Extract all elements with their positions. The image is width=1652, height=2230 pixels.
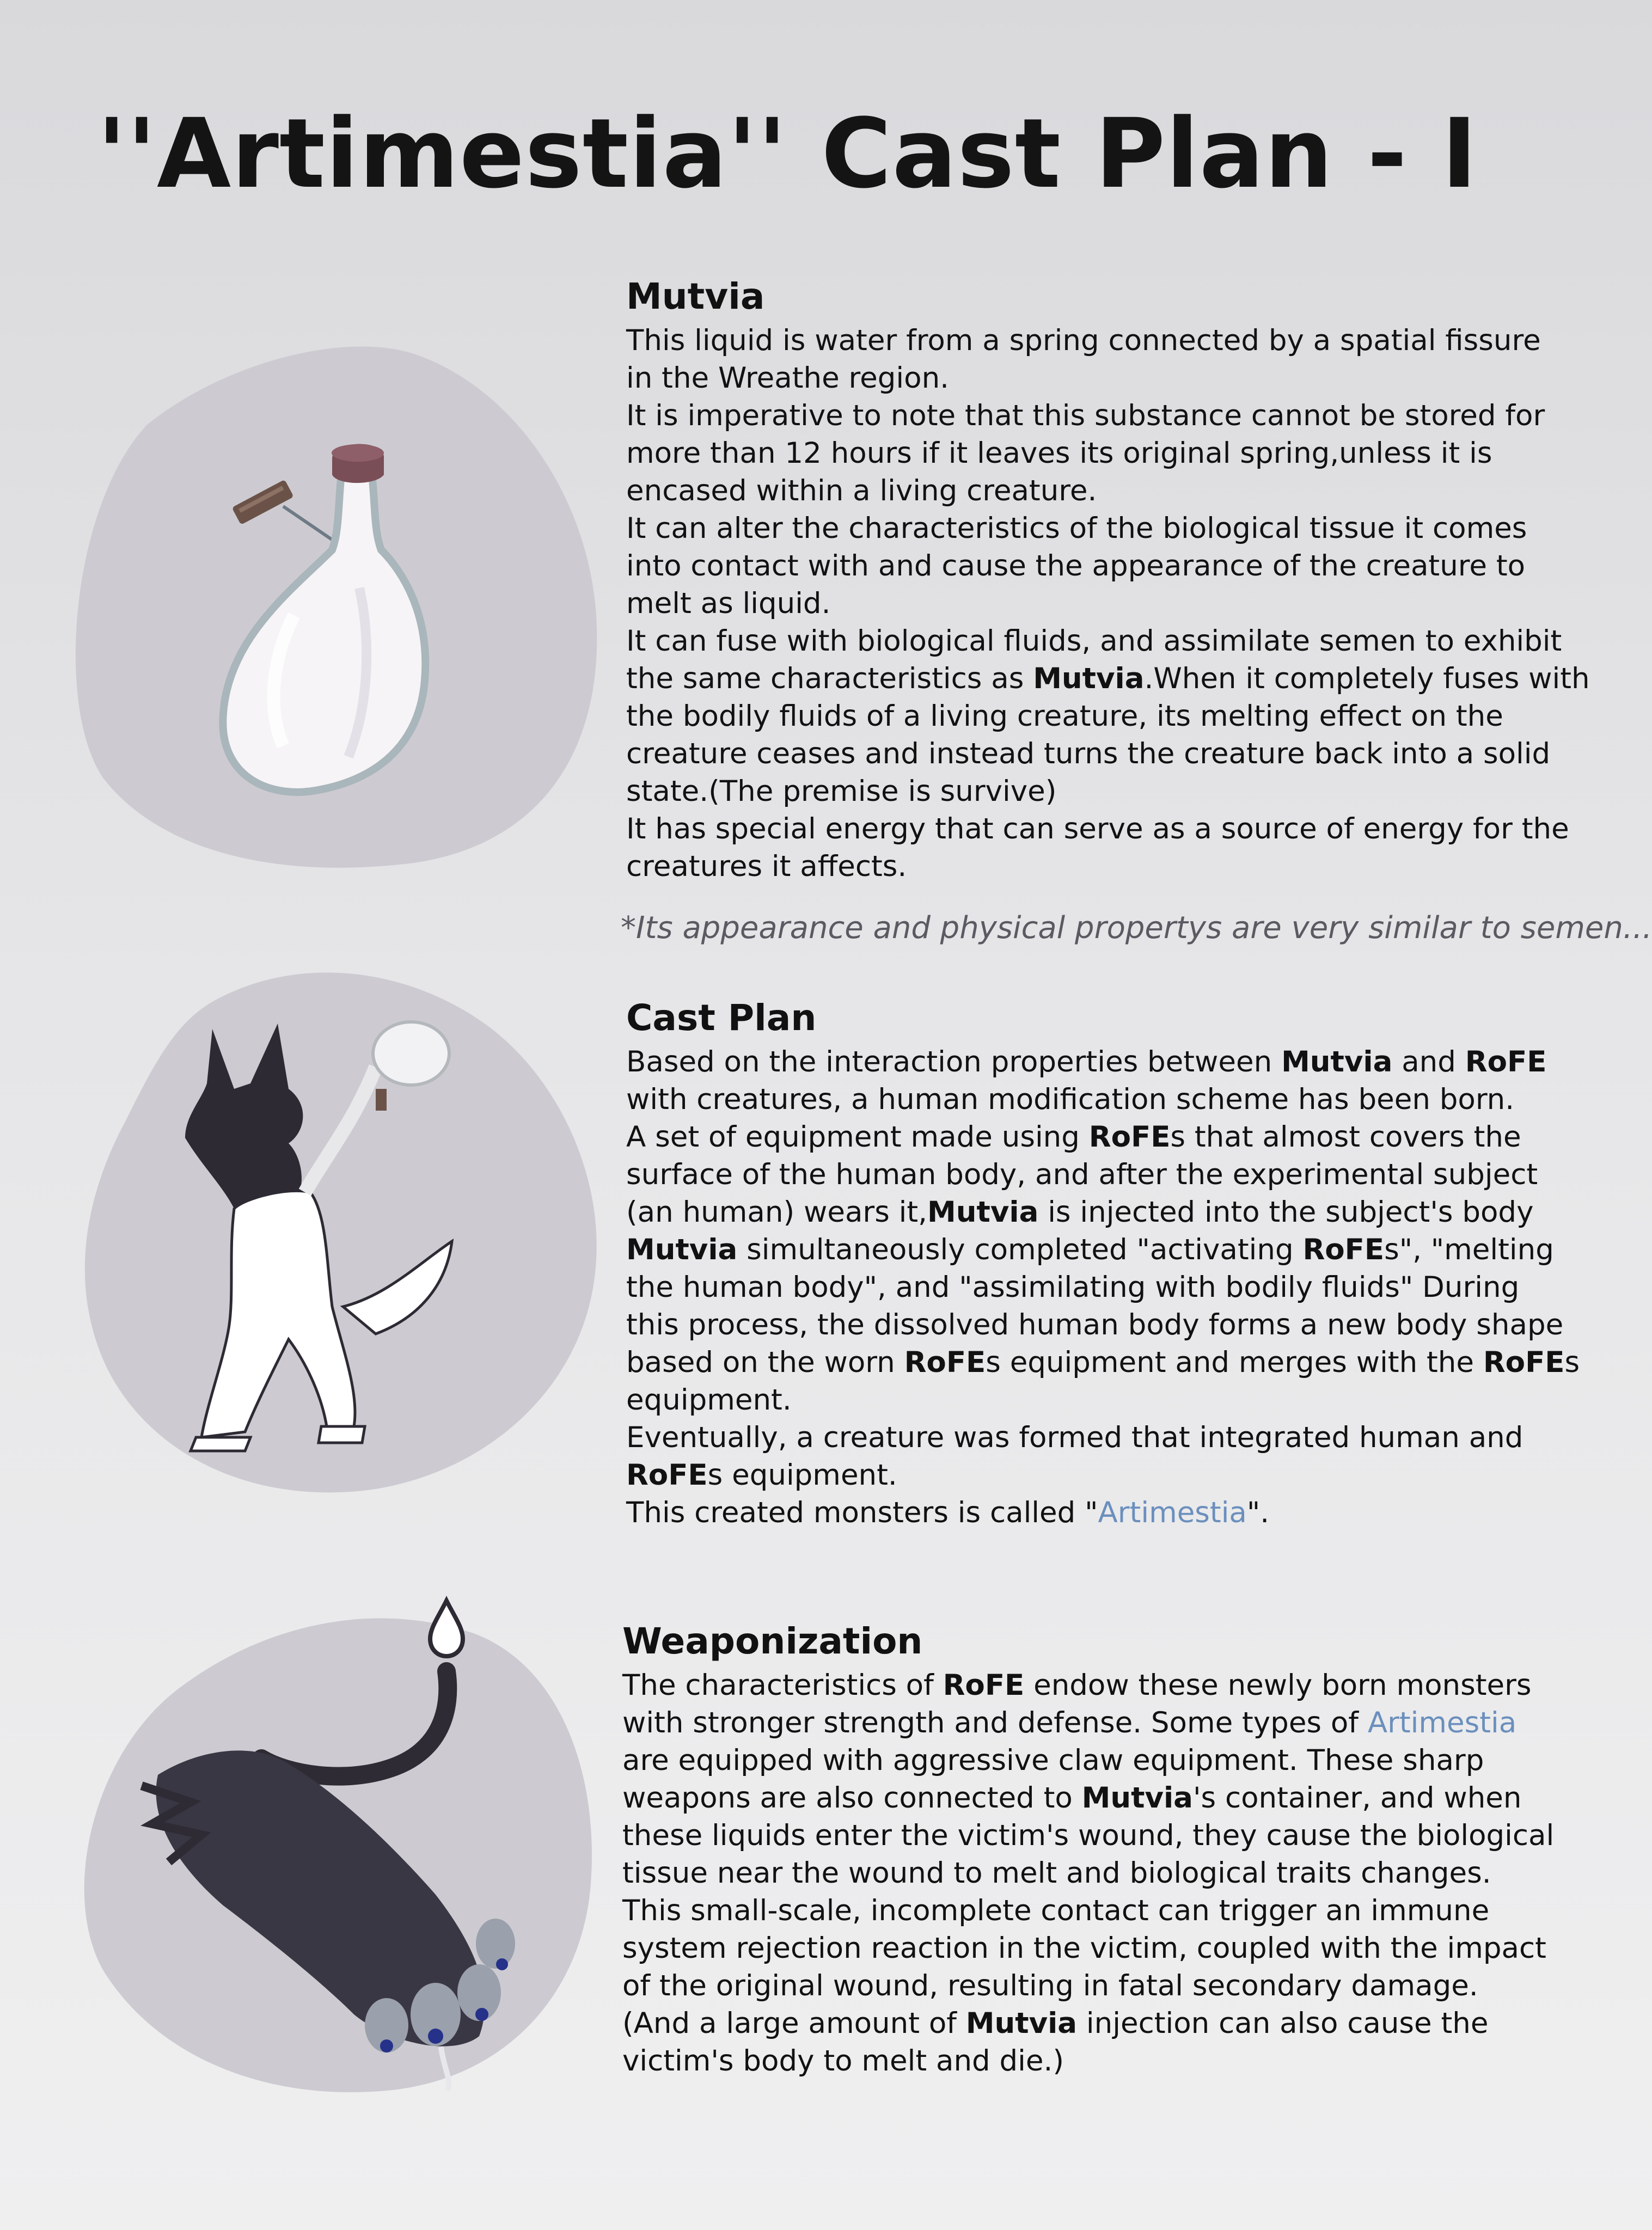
text-line: the human body", and "assimilating with bodily fluids" During bbox=[626, 1271, 1520, 1304]
bold-term: RoFE bbox=[1088, 1120, 1171, 1154]
text-line: RoFEs equipment. bbox=[626, 1459, 897, 1492]
text-line: Eventually, a creature was formed that integrated human and bbox=[626, 1421, 1523, 1454]
bold-term: RoFE bbox=[1302, 1233, 1385, 1266]
section-heading: Mutvia bbox=[626, 275, 765, 317]
text-line: state.(The premise is survive) bbox=[626, 775, 1057, 808]
text-line: This created monsters is called "Artimestia". bbox=[626, 1496, 1270, 1529]
highlight-term: Artimestia bbox=[1098, 1496, 1247, 1529]
text-line: creatures it affects. bbox=[626, 850, 907, 883]
text-line: this process, the dissolved human body forms a new body shape bbox=[626, 1308, 1564, 1341]
text-line: The characteristics of RoFE endow these newly born monsters bbox=[622, 1669, 1532, 1702]
text-line: the bodily fluids of a living creature, its melting effect on the bbox=[626, 700, 1503, 733]
bold-term: Mutvia bbox=[927, 1196, 1039, 1229]
text-line: It has special energy that can serve as a source of energy for the bbox=[626, 812, 1569, 846]
text-line: encased within a living creature. bbox=[626, 474, 1097, 507]
text-line: victim's body to melt and die.) bbox=[622, 2044, 1064, 2078]
text-line: This small-scale, incomplete contact can trigger an immune bbox=[622, 1894, 1490, 1927]
section-body bbox=[622, 1667, 1555, 2080]
text-line: Based on the interaction properties between Mutvia and RoFE bbox=[626, 1045, 1547, 1079]
text-line: surface of the human body, and after the experimental subject bbox=[626, 1158, 1538, 1191]
text-line: based on the worn RoFEs equipment and merges with the RoFEs bbox=[626, 1346, 1580, 1379]
text-line: weapons are also connected to Mutvia's container, and when bbox=[622, 1781, 1522, 1815]
text-line: This liquid is water from a spring connected by a spatial fissure bbox=[626, 324, 1541, 357]
text-line: of the original wound, resulting in fatal secondary damage. bbox=[622, 1969, 1478, 2002]
bold-term: Mutvia bbox=[626, 1233, 738, 1266]
droplet-icon bbox=[430, 1601, 463, 1656]
text-line: system rejection reaction in the victim, coupled with the impact bbox=[622, 1932, 1546, 1965]
mutvia-note: *Its appearance and physical propertys are very similar to semen... bbox=[621, 910, 1652, 946]
text-line: A set of equipment made using RoFEs that almost covers the bbox=[626, 1120, 1521, 1154]
bold-term: RoFE bbox=[943, 1669, 1025, 1702]
text-line: are equipped with aggressive claw equipment. These sharp bbox=[622, 1744, 1484, 1777]
bold-term: Mutvia bbox=[965, 2007, 1078, 2040]
text-line: more than 12 hours if it leaves its original spring,unless it is bbox=[626, 437, 1492, 470]
bold-term: RoFE bbox=[626, 1459, 708, 1492]
highlight-term: Artimestia bbox=[1367, 1706, 1517, 1739]
text-line: in the Wreathe region. bbox=[626, 362, 950, 395]
text-line: creature ceases and instead turns the creature back into a solid bbox=[626, 737, 1551, 770]
bold-term: Mutvia bbox=[1281, 1045, 1393, 1079]
section-heading: Cast Plan bbox=[626, 997, 817, 1039]
text-line: Mutvia simultaneously completed "activating RoFEs", "melting bbox=[626, 1233, 1554, 1266]
text-line: with creatures, a human modification scheme has been born. bbox=[626, 1083, 1515, 1116]
section-mutvia bbox=[626, 275, 1590, 885]
text-line: the same characteristics as Mutvia.When it completely fuses with bbox=[626, 662, 1590, 695]
section-body bbox=[626, 322, 1590, 885]
text-line: melt as liquid. bbox=[626, 587, 831, 620]
text-line: these liquids enter the victim's wound, they cause the biological bbox=[622, 1819, 1555, 1852]
bold-term: RoFE bbox=[904, 1346, 986, 1379]
section-weaponization bbox=[622, 1620, 1555, 2080]
section-body bbox=[626, 1043, 1580, 1531]
text-line: It is imperative to note that this substance cannot be stored for bbox=[626, 399, 1545, 432]
bold-term: RoFE bbox=[1465, 1045, 1547, 1079]
text-line: (And a large amount of Mutvia injection can also cause the bbox=[622, 2007, 1489, 2040]
text-line: with stronger strength and defense. Some types of Artimestia bbox=[622, 1706, 1517, 1739]
section-heading: Weaponization bbox=[622, 1620, 923, 1662]
text-line: into contact with and cause the appearance of the creature to bbox=[626, 549, 1526, 583]
potion-illustration bbox=[65, 332, 610, 871]
bold-term: Mutvia bbox=[1033, 662, 1145, 695]
creature-illustration bbox=[71, 958, 615, 1497]
paw-illustration bbox=[60, 1568, 604, 2112]
text-line: (an human) wears it,Mutvia is injected into the subject's body bbox=[626, 1196, 1534, 1229]
page-title: ''Artimestia'' Cast Plan - I bbox=[97, 98, 1478, 210]
text-line: It can fuse with biological fluids, and assimilate semen to exhibit bbox=[626, 624, 1562, 658]
text-line: It can alter the characteristics of the biological tissue it comes bbox=[626, 512, 1527, 545]
text-line: equipment. bbox=[626, 1383, 792, 1417]
bold-term: Mutvia bbox=[1081, 1781, 1193, 1815]
text-line: tissue near the wound to melt and biological traits changes. bbox=[622, 1857, 1491, 1890]
section-cast-plan bbox=[626, 996, 1580, 1531]
small-bottle bbox=[373, 1022, 449, 1085]
bold-term: RoFE bbox=[1483, 1346, 1565, 1379]
